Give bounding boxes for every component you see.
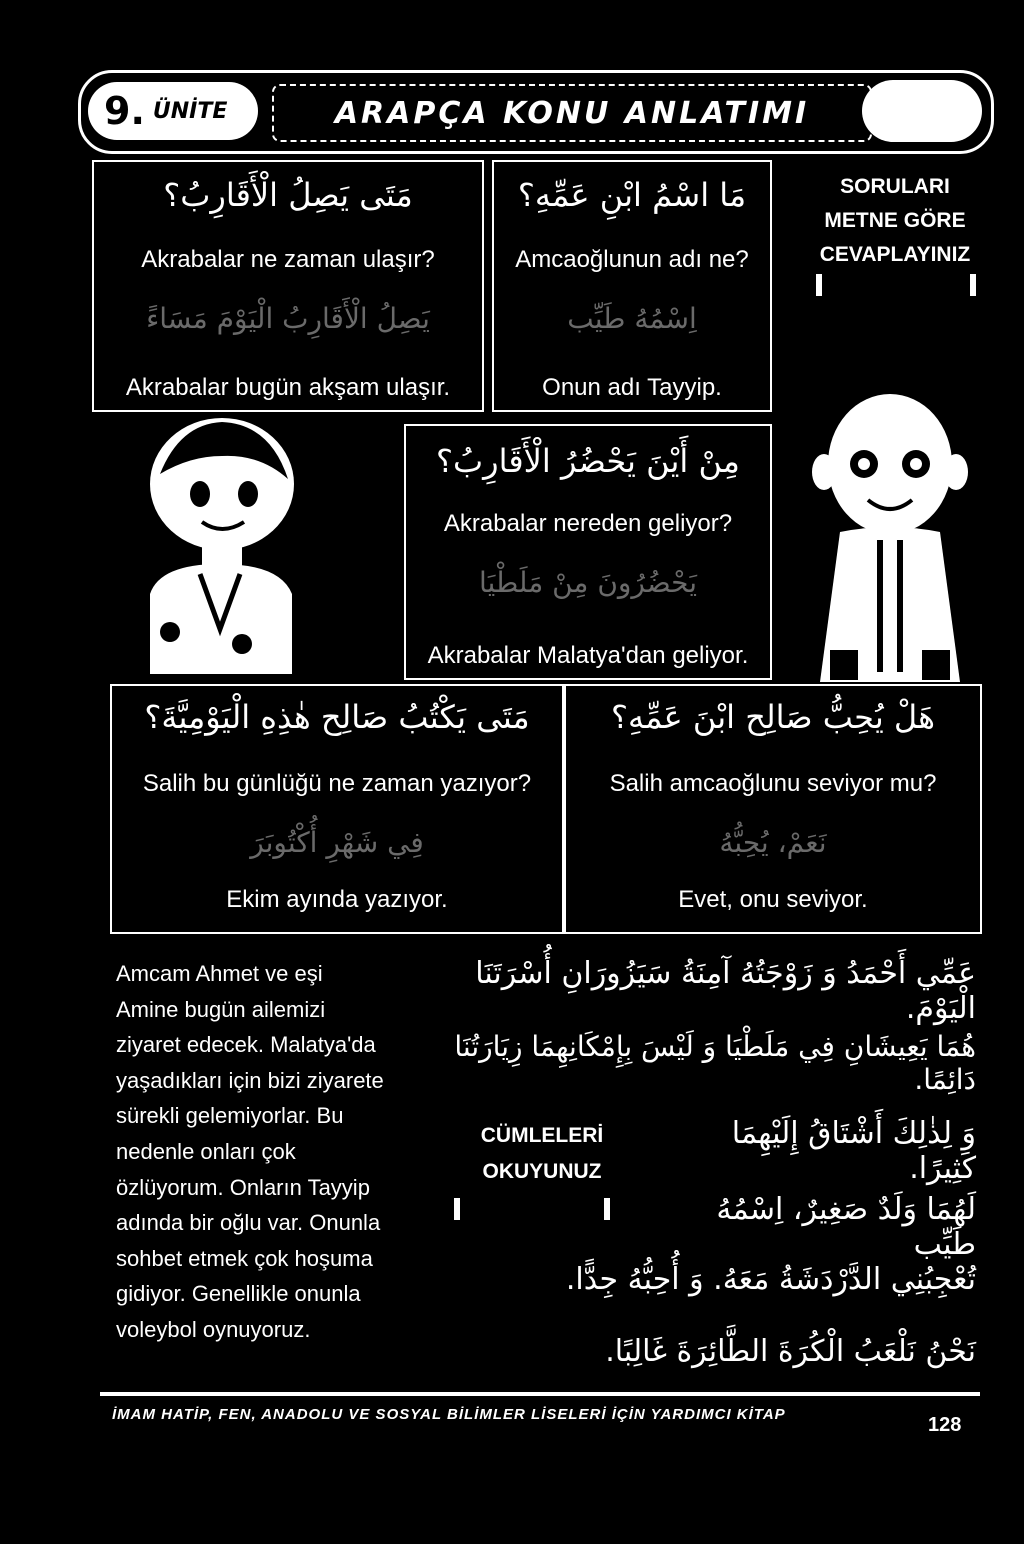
header-oval-decoration: [862, 80, 982, 142]
question-tr: Akrabalar nereden geliyor?: [443, 510, 733, 537]
paragraph-line: gidiyor. Genellikle onunla: [116, 1281, 361, 1307]
answer-ar: نَعَمْ، يُحِبُّهُ: [719, 826, 827, 859]
question-tr: Salih bu günlüğü ne zaman yazıyor?: [142, 770, 532, 797]
question-ar: هَلْ يُحِبُّ صَالِح ابْنَ عَمِّهِ؟: [611, 698, 935, 736]
paragraph-line: Amine bugün ailemizi: [116, 996, 326, 1022]
page-title: ARAPÇA KONU ANLATIMI: [272, 84, 872, 142]
answer-tr: Akrabalar bugün akşam ulaşır.: [125, 374, 451, 401]
paragraph-line: özlüyorum. Onların Tayyip: [116, 1174, 370, 1200]
bracket-mark: [454, 1198, 460, 1220]
question-ar: مَا اسْمُ ابْنِ عَمِّهِ؟: [517, 176, 747, 214]
unit-number: 9.: [104, 89, 145, 133]
question-ar: مِنْ أَيْنَ يَحْضُرُ الْأَقَارِبُ؟: [436, 442, 740, 480]
answer-ar: يَصِلُ الْأَقَارِبُ الْيَوْمَ مَسَاءً: [146, 302, 430, 335]
instruction-read-sentences: [462, 1118, 622, 1190]
qa-box-5: [564, 684, 982, 934]
instruction-line: OKUYUNUZ: [482, 1160, 602, 1183]
instruction-line: CEVAPLAYINIZ: [819, 243, 971, 266]
arabic-paragraph-line: عَمِّي أَحْمَدُ وَ زَوْجَتُهُ آمِنَةُ سَيَزُورَانِ أُسْرَتَنَا الْيَوْمَ.: [475, 956, 976, 1026]
qa-box-3: [404, 424, 772, 680]
qa-box-1: [92, 160, 484, 412]
answer-ar: فِي شَهْرِ أُكْتُوبَرَ: [250, 826, 424, 859]
paragraph-line: ziyaret edecek. Malatya'da: [116, 1032, 376, 1058]
arabic-paragraph-line: تُعْجِبُنِي الدَّرْدَشَةُ مَعَهُ. وَ أُحِبُّهُ جِدًّا.: [565, 1262, 976, 1297]
paragraph-line: adında bir oğlu var. Onunla: [116, 1210, 381, 1236]
answer-ar: يَحْضُرُونَ مِنْ مَلَطْيَا: [478, 566, 697, 599]
bracket-mark: [816, 274, 822, 296]
question-tr: Akrabalar ne zaman ulaşır?: [141, 246, 435, 273]
question-ar: مَتَى يَكْتُبُ صَالِح هٰذِهِ الْيَوْمِيَّةَ؟: [144, 698, 530, 736]
answer-tr: Onun adı Tayyip.: [542, 374, 722, 401]
turkish-paragraph: [116, 956, 416, 1348]
question-tr: Salih amcaoğlunu seviyor mu?: [609, 770, 937, 797]
bracket-mark: [604, 1198, 610, 1220]
question-ar: مَتَى يَصِلُ الْأَقَارِبُ؟: [163, 176, 413, 214]
paragraph-line: nedenle onları çok: [116, 1138, 296, 1164]
instruction-answer-questions: [800, 170, 990, 272]
arabic-paragraph-line: لَهُمَا وَلَدٌ صَغِيرٌ، اِسْمُهُ طَيِّب: [716, 1192, 976, 1262]
qa-box-4: [110, 684, 564, 934]
answer-ar: اِسْمُهُ طَيِّب: [567, 302, 697, 335]
paragraph-line: Amcam Ahmet ve eşi: [116, 961, 323, 986]
instruction-line: CÜMLELERİ: [480, 1124, 604, 1147]
answer-tr: Evet, onu seviyor.: [678, 886, 868, 913]
answer-tr: Ekim ayında yazıyor.: [226, 886, 448, 913]
unit-label: ÜNİTE: [152, 98, 228, 124]
footer-divider: [100, 1392, 980, 1396]
paragraph-line: sürekli gelemiyorlar. Bu: [116, 1103, 344, 1129]
footer-caption: İMAM HATİP, FEN, ANADOLU VE SOSYAL BİLİMLER LİSELERİ İÇİN YARDIMCI KİTAP: [112, 1406, 786, 1423]
question-tr: Amcaoğlunun adı ne?: [515, 246, 749, 273]
arabic-paragraph-line: وَ لِذٰلِكَ أَشْتَاقُ إِلَيْهِمَا كَثِيرًا.: [731, 1116, 976, 1186]
instruction-line: METNE GÖRE: [824, 209, 966, 232]
instruction-line: SORULARI: [840, 175, 950, 198]
paragraph-line: yaşadıkları için bizi ziyarete: [116, 1067, 384, 1093]
page-number: 128: [928, 1414, 962, 1436]
unit-badge: [88, 82, 258, 140]
boy-character-illustration: [800, 382, 980, 682]
answer-tr: Akrabalar Malatya'dan geliyor.: [427, 642, 749, 669]
arabic-paragraph-line: نَحْنُ نَلْعَبُ الْكُرَةَ الطَّائِرَةَ غَالِبًا.: [605, 1334, 976, 1369]
arabic-paragraph-line: هُمَا يَعِيشَانِ فِي مَلَطْيَا وَ لَيْسَ بِإِمْكَانِهِمَا زِيَارَتُنَا دَائِمًا.: [454, 1030, 976, 1096]
paragraph-line: sohbet etmek çok hoşuma: [116, 1245, 373, 1271]
girl-character-illustration: [140, 404, 300, 674]
qa-box-2: [492, 160, 772, 412]
bracket-mark: [970, 274, 976, 296]
paragraph-line: voleybol oynuyoruz.: [116, 1316, 311, 1342]
